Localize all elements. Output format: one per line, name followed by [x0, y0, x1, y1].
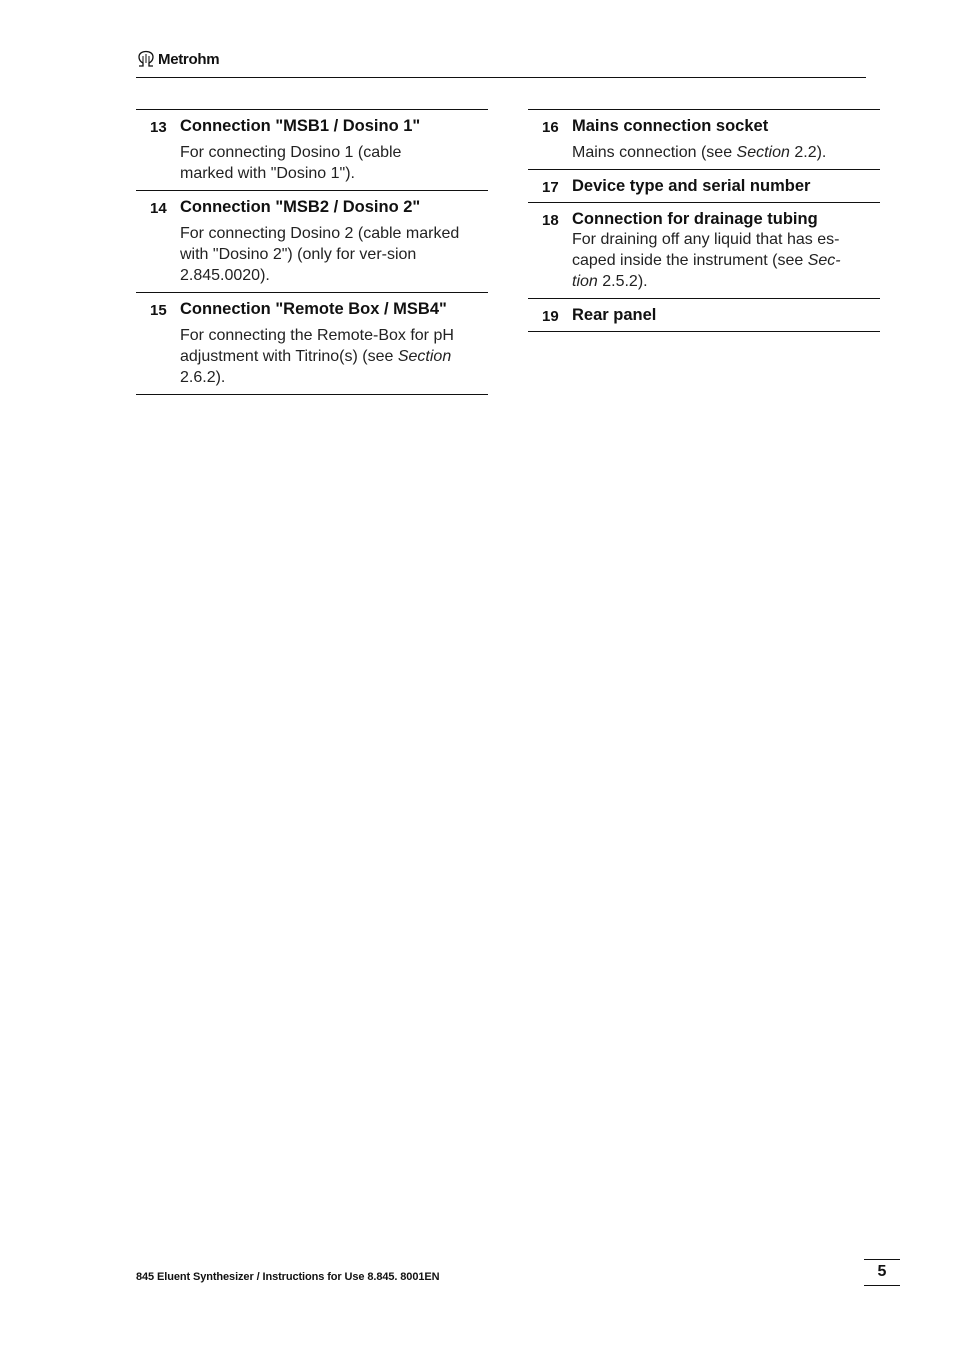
item-title: Connection "MSB2 / Dosino 2": [180, 198, 421, 216]
item-description: [180, 325, 480, 388]
desc-italic: Section: [397, 348, 452, 365]
item-number: 18: [542, 212, 559, 229]
metrohm-omega-icon: [136, 50, 156, 68]
desc-italic: Sec-tion: [572, 252, 841, 290]
brand-logo: [136, 50, 219, 68]
list-item-19: [528, 299, 880, 332]
list-item-14: [136, 191, 488, 293]
item-number: 15: [150, 302, 167, 319]
item-number: 16: [542, 119, 559, 136]
item-title: Device type and serial number: [572, 177, 811, 195]
list-item-17: [528, 170, 880, 203]
list-item-15: [136, 293, 488, 395]
item-description: [572, 142, 880, 163]
list-item-18: [528, 203, 880, 299]
right-column: [528, 109, 880, 332]
item-number: 19: [542, 308, 559, 325]
item-number: 13: [150, 119, 167, 136]
brand-name: Metrohm: [158, 50, 220, 68]
desc-text: 2.5.2).: [597, 273, 648, 290]
page-header: [136, 50, 866, 78]
list-item-16: [528, 110, 880, 170]
item-description: For connecting Dosino 2 (cable marked with "Dosino 2") (only for ver-sion 2.845.0020).: [180, 225, 460, 284]
item-title: Mains connection socket: [572, 117, 769, 135]
list-item-13: [136, 110, 488, 191]
desc-text: Mains connection (see: [572, 144, 737, 161]
left-column: [136, 109, 488, 395]
item-title: Connection "MSB1 / Dosino 1": [180, 117, 421, 135]
desc-text: 2.6.2).: [180, 369, 226, 386]
desc-text: 2.2).: [789, 144, 827, 161]
item-number: 14: [150, 200, 167, 217]
item-title: Connection for drainage tubing: [572, 210, 818, 228]
item-description: For connecting Dosino 1 (cable marked with "Dosino 1").: [180, 144, 402, 182]
item-title: Connection "Remote Box / MSB4": [180, 300, 447, 318]
footer-document-id: 845 Eluent Synthesizer / Instructions for Use 8.845. 8001EN: [136, 1271, 440, 1283]
item-description: [572, 229, 864, 292]
desc-text: For connecting the Remote-Box for pH adjustment with Titrino(s) (see: [180, 327, 454, 365]
item-title: Rear panel: [572, 306, 657, 324]
desc-text: For draining off any liquid that has es-caped inside the instrument (see: [572, 231, 840, 269]
desc-italic: Section: [736, 144, 790, 161]
item-number: 17: [542, 179, 559, 196]
page-number: 5: [864, 1259, 900, 1286]
